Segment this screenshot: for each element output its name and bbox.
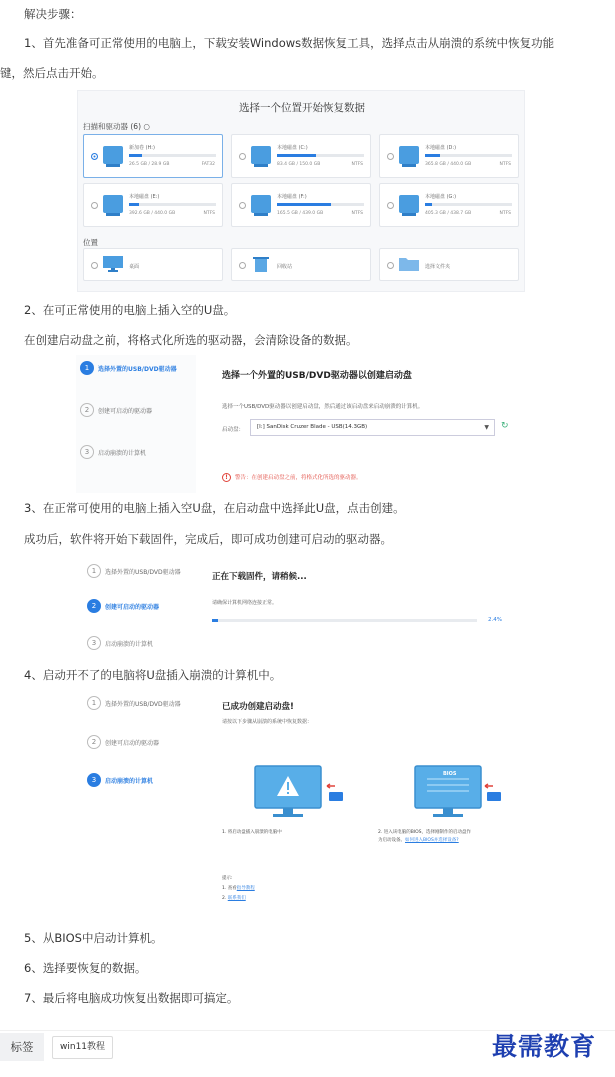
fig2-title: 选择一个外置的USB/DVD驱动器以创建启动盘 <box>222 371 412 381</box>
download-percent: 2.4% <box>488 617 502 623</box>
drive-fs: NTFS <box>499 211 511 216</box>
drive-size: 26.5 GB / 28.9 GB <box>129 162 170 167</box>
drive-card[interactable] <box>379 134 519 178</box>
radio-button[interactable] <box>239 153 246 160</box>
usb-drive-icon <box>103 146 123 164</box>
step2-text: 2、在可正常使用的电脑上插入空的U盘。 <box>24 303 236 317</box>
download-progress-bar <box>212 619 477 622</box>
drive-fs: NTFS <box>351 162 363 167</box>
drive-size: 83.4 GB / 150.0 GB <box>277 162 321 167</box>
drive-fs: NTFS <box>203 211 215 216</box>
fig3-title: 正在下载固件，请稍候... <box>212 572 307 582</box>
step1-line2: 键，然后点击开始。 <box>0 66 104 80</box>
drive-fs: NTFS <box>351 211 363 216</box>
radio-button[interactable] <box>91 202 98 209</box>
fig1-title: 选择一个位置开始恢复数据 <box>239 102 365 114</box>
drive-size: 165.5 GB / 439.0 GB <box>277 211 324 216</box>
drive-size: 392.6 GB / 440.0 GB <box>129 211 176 216</box>
drive-name: 本地磁盘 (G:) <box>425 194 457 200</box>
warning-icon: ! <box>222 473 231 482</box>
boot-disk-select[interactable]: [I:] SanDisk Cruzer Blade - USB(14.3GB) ▼ <box>250 419 495 436</box>
radio-button[interactable] <box>387 153 394 160</box>
refresh-icon[interactable]: ↻ <box>501 421 509 431</box>
step7-text: 7、最后将电脑成功恢复出数据即可搞定。 <box>24 991 239 1005</box>
step5-text: 5、从BIOS中启动计算机。 <box>24 931 163 945</box>
step6-text: 6、选择要恢复的数据。 <box>24 961 147 975</box>
drive-name: 新加卷 (H:) <box>129 145 155 151</box>
drive-name: 本地磁盘 (E:) <box>129 194 160 200</box>
tip-2: 2. 联系我们 <box>222 896 246 901</box>
recycle-bin-icon <box>251 256 271 272</box>
tips-title: 提示: <box>222 876 233 881</box>
boot-disk-label: 启动盘： <box>222 427 245 433</box>
bios-label: BIOS <box>443 771 457 777</box>
step3-text: 3、在正常可使用的电脑上插入空U盘，在启动盘中选择此U盘，点击创建。 <box>24 501 405 515</box>
drive-fs: NTFS <box>499 162 511 167</box>
drive-card[interactable] <box>231 134 371 178</box>
location-card[interactable] <box>231 248 371 281</box>
step4-text: 4、启动开不了的电脑将U盘插入崩溃的计算机中。 <box>24 668 282 682</box>
figure-downloading: 1 选择外置的USB/DVD驱动器 2 创建可启动的驱动器 3 启动崩溃的计算机 正在下载固件，请稍候... 请确保计算机网络连接正常。 2.4% <box>83 556 508 658</box>
guide-link[interactable]: 指导教程 <box>236 886 255 891</box>
hard-drive-icon <box>251 195 271 213</box>
drive-size: 365.8 GB / 440.0 GB <box>425 162 472 167</box>
drive-name: 本地磁盘 (C:) <box>277 145 308 151</box>
fig4-caption-2: 2. 进入该电脑的BIOS，选择刚制作的启动盘作 为启动设备。如何进入BIOS并选择设备? <box>378 830 472 843</box>
chevron-down-icon: ▼ <box>484 424 489 431</box>
step2-note: 在创建启动盘之前，将格式化所选的驱动器，会清除设备的数据。 <box>24 333 358 347</box>
figure-select-usb: 1 选择外置的USB/DVD驱动器 2 创建可启动的驱动器 3 启动崩溃的计算机 选择一个外置的USB/DVD驱动器以创建启动盘 选择一个USB/DVD驱动器以创建启动盘，然后通过该启动盘来启动崩溃的计算机。 启动盘： [I:] SanDisk Cruzer Blade - USB(14.3GB) ▼ ↻ ! 警告：在创建启动盘之前，将格式化所选的驱动器。 <box>76 355 516 493</box>
drive-card[interactable] <box>83 183 223 227</box>
bios-computer-illustration <box>413 764 508 824</box>
drive-name: 本地磁盘 (F:) <box>277 194 307 200</box>
tags-label: 标签 <box>0 1033 44 1061</box>
location-name: 回收站 <box>277 264 293 270</box>
steps-heading: 解决步骤： <box>24 7 82 21</box>
site-watermark: 最需教育 <box>492 1032 597 1061</box>
tip-1: 1. 查看指导教程 <box>222 886 255 891</box>
folder-icon <box>399 256 419 272</box>
radio-button[interactable] <box>239 262 246 269</box>
drive-fs: FAT32 <box>201 162 215 167</box>
fig3-desc: 请确保计算机网络连接正常。 <box>212 600 278 606</box>
hard-drive-icon <box>399 195 419 213</box>
location-card[interactable] <box>83 248 223 281</box>
drive-usage-bar <box>277 203 364 206</box>
warning-text: ! 警告：在创建启动盘之前，将格式化所选的驱动器。 <box>222 473 362 482</box>
drive-usage-bar <box>425 154 512 157</box>
figure-choose-location <box>77 90 525 292</box>
desktop-icon <box>103 256 123 272</box>
drive-usage-bar <box>129 203 216 206</box>
drive-card[interactable] <box>231 183 371 227</box>
figure-boot-disk-created: 1 选择外置的USB/DVD驱动器 2 创建可启动的驱动器 3 启动崩溃的计算机 已成功创建启动盘! 请按以下步骤从崩溃的系统中恢复数据： BIOS 1. 将启动盘插入崩溃的电脑中 2. 进入该电脑的BIOS，选择刚制作的启动盘作 为启动设备。如何进入BIOS并选择设备? 提示: 1. 查看指导教程 2. 联系我们 <box>83 690 508 915</box>
fig4-title: 已成功创建启动盘! <box>222 702 294 712</box>
hard-drive-icon <box>103 195 123 213</box>
drive-usage-bar <box>425 203 512 206</box>
hard-drive-icon <box>399 146 419 164</box>
drive-usage-bar <box>129 154 216 157</box>
drive-name: 本地磁盘 (D:) <box>425 145 457 151</box>
drive-size: 405.3 GB / 438.7 GB <box>425 211 472 216</box>
refresh-icon: ○ <box>143 122 150 131</box>
location-name: 桌面 <box>129 264 140 270</box>
wizard-sidebar <box>76 355 196 493</box>
location-name: 选择文件夹 <box>425 264 451 270</box>
radio-button[interactable] <box>91 153 98 160</box>
hard-drive-icon <box>251 146 271 164</box>
drives-header: 扫描和驱动器 (6) ○ <box>83 122 150 131</box>
location-card[interactable] <box>379 248 519 281</box>
fig4-desc: 请按以下步骤从崩溃的系统中恢复数据： <box>222 719 313 725</box>
radio-button[interactable] <box>91 262 98 269</box>
contact-link[interactable]: 联系我们 <box>227 896 246 901</box>
drive-usage-bar <box>277 154 364 157</box>
step1-line1: 1、首先准备可正常使用的电脑上，下载安装Windows数据恢复工具，选择点击从崩溃的系统中恢复功能 <box>24 36 555 50</box>
radio-button[interactable] <box>239 202 246 209</box>
drive-card[interactable] <box>83 134 223 178</box>
radio-button[interactable] <box>387 262 394 269</box>
radio-button[interactable] <box>387 202 394 209</box>
tag-link[interactable]: win11教程 <box>52 1036 113 1059</box>
bios-help-link[interactable]: 如何进入BIOS并选择设备? <box>405 838 459 843</box>
fig4-caption-1: 1. 将启动盘插入崩溃的电脑中 <box>222 830 282 835</box>
fig2-desc: 选择一个USB/DVD驱动器以创建启动盘，然后通过该启动盘来启动崩溃的计算机。 <box>222 404 424 410</box>
crashed-computer-illustration <box>253 764 353 824</box>
location-header: 位置 <box>83 238 98 247</box>
drive-card[interactable] <box>379 183 519 227</box>
step3-note: 成功后，软件将开始下载固件，完成后，即可成功创建可启动的驱动器。 <box>24 532 392 546</box>
